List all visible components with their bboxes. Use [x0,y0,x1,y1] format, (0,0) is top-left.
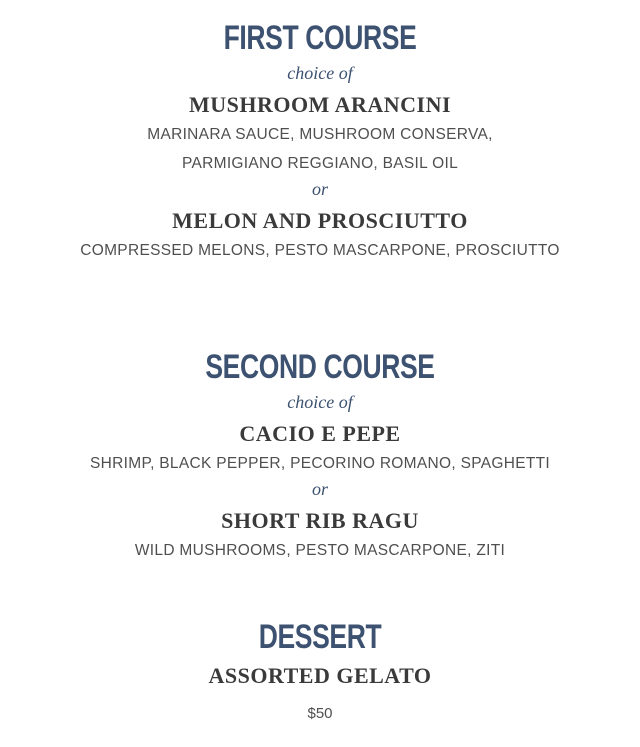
first-course-section [0,18,640,265]
first-course-dish-2-desc-line-1: COMPRESSED MELONS, PESTO MASCARPONE, PROSCIUTTO [80,242,560,259]
menu-price: $50 [307,705,333,722]
dessert-section [0,617,640,722]
second-course-or-divider: or [311,479,328,499]
first-course-dish-1-desc-line-1: MARINARA SAUCE, MUSHROOM CONSERVA, [147,126,493,143]
first-course-or-divider: or [311,179,328,199]
second-course-choice-label: choice of [287,392,353,412]
first-course-title: FIRST COURSE [223,19,417,57]
dessert-title: DESSERT [258,618,382,656]
second-course-dish-2-name: SHORT RIB RAGU [221,508,419,533]
second-course-dish-2-desc-line-1: WILD MUSHROOMS, PESTO MASCARPONE, ZITI [134,542,506,559]
second-course-title: SECOND COURSE [205,348,435,386]
second-course-dish-1-desc-line-1: SHRIMP, BLACK PEPPER, PECORINO ROMANO, SPAGHETTI [90,455,550,472]
first-course-choice-label: choice of [287,63,353,83]
first-course-dish-2-name: MELON AND PROSCIUTTO [172,208,468,233]
dessert-dish-1-name: ASSORTED GELATO [208,663,432,688]
second-course-dish-1-name: CACIO E PEPE [239,421,401,446]
first-course-dish-1-desc-line-2: PARMIGIANO REGGIANO, BASIL OIL [181,155,458,172]
second-course-section [0,347,640,565]
first-course-dish-1-name: MUSHROOM ARANCINI [188,92,452,117]
